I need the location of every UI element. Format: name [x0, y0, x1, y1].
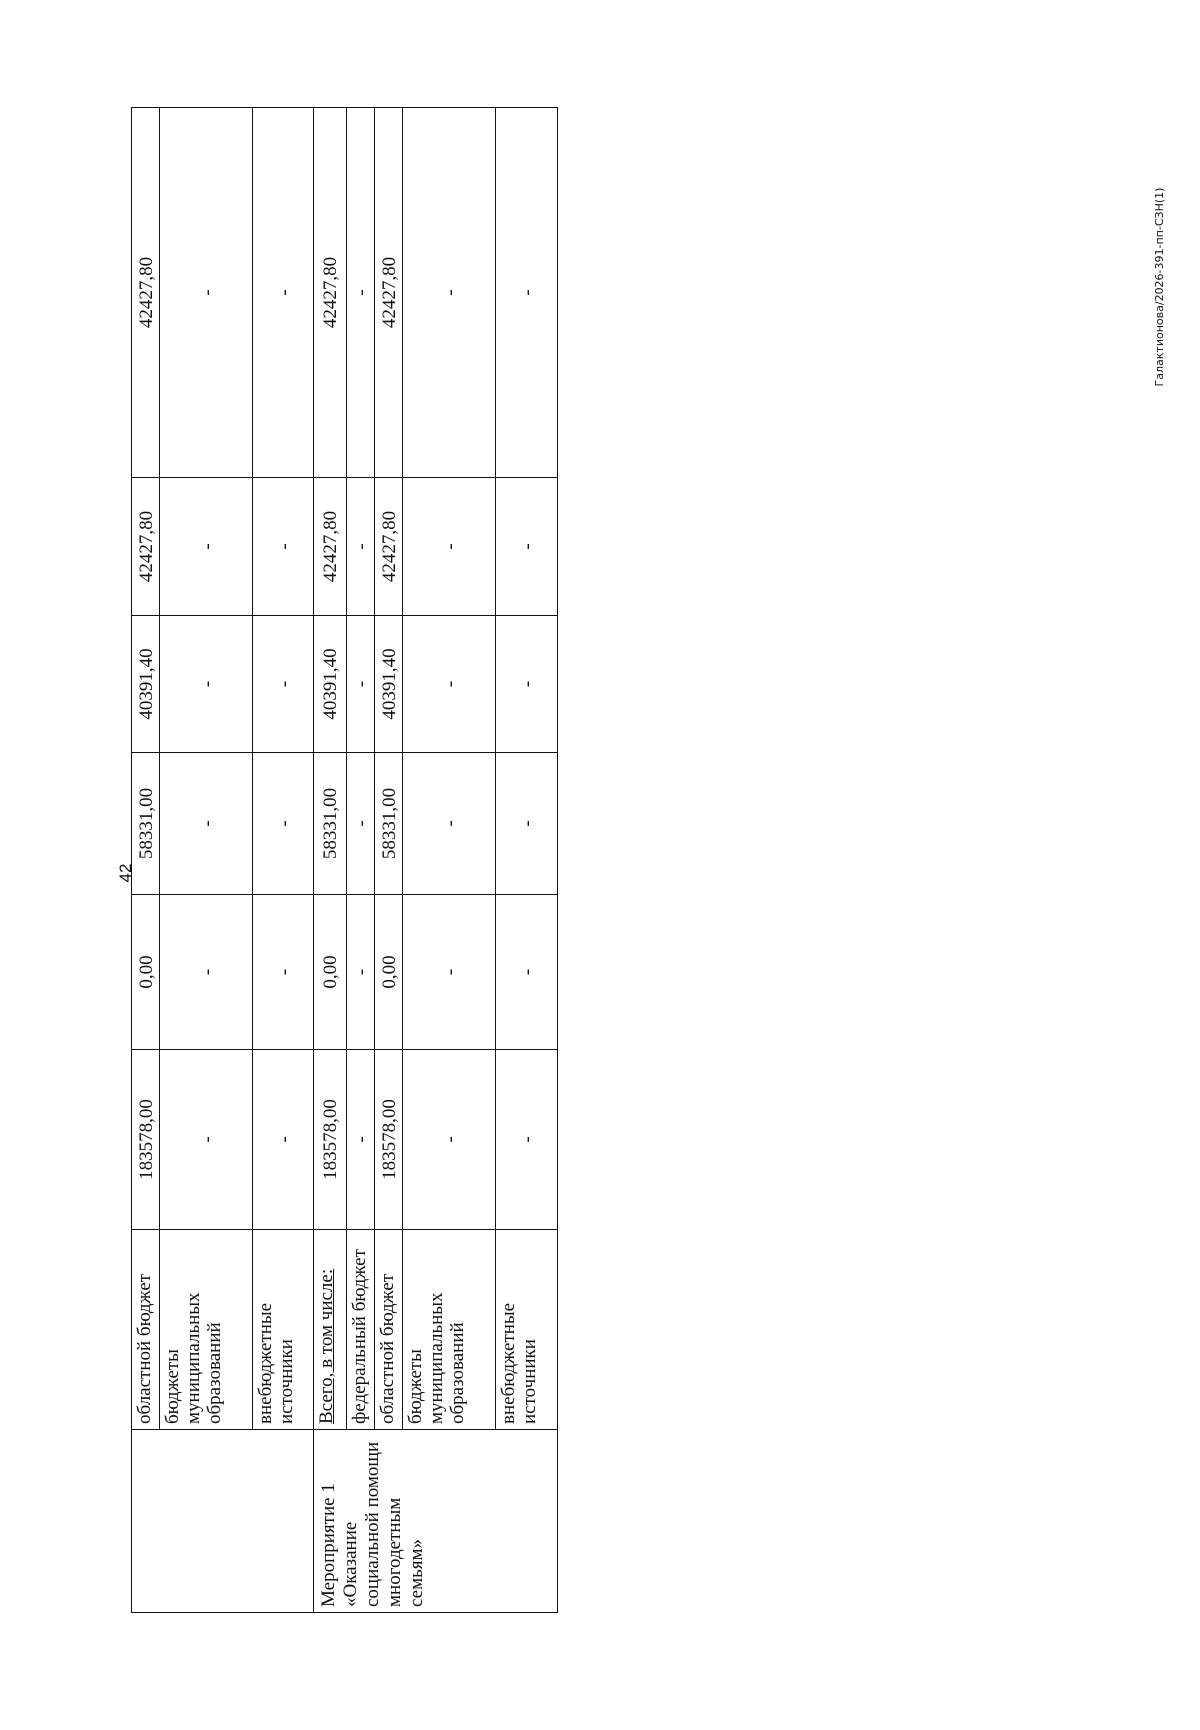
value-cell: 58331,00	[313, 752, 346, 894]
value-cell: -	[159, 894, 252, 1049]
value-cell: 40391,40	[374, 615, 402, 752]
value-cell: -	[252, 752, 313, 894]
value-cell: 42427,80	[131, 477, 159, 615]
document-code: Галактионова/2026-391-пп-СЗН(1)	[1153, 187, 1166, 387]
value-cell: 40391,40	[131, 615, 159, 752]
source-cell: Всего, в том числе:	[313, 1229, 346, 1429]
table-row	[402, 107, 495, 1612]
value-cell: -	[495, 752, 557, 894]
value-cell: 0,00	[131, 894, 159, 1049]
value-cell: -	[346, 477, 374, 615]
value-cell: 183578,00	[131, 1049, 159, 1229]
value-cell: -	[402, 752, 495, 894]
table-row	[374, 107, 402, 1612]
value-cell: 0,00	[313, 894, 346, 1049]
value-cell: -	[159, 752, 252, 894]
value-cell: 42427,80	[374, 477, 402, 615]
table-row	[346, 107, 374, 1612]
value-cell: -	[346, 107, 374, 477]
value-cell: 183578,00	[374, 1049, 402, 1229]
value-cell: -	[159, 1049, 252, 1229]
source-cell: внебюджетные источники	[495, 1229, 557, 1429]
source-cell: областной бюджет	[374, 1229, 402, 1429]
value-cell: -	[159, 615, 252, 752]
value-cell: -	[495, 477, 557, 615]
activity-label: Мероприятие 1 «Оказание социальной помощи многодетным семьям»	[313, 1429, 557, 1612]
value-cell: -	[402, 107, 495, 477]
value-cell: -	[495, 107, 557, 477]
source-cell: бюджеты муниципальных образований	[159, 1229, 252, 1429]
table-row	[159, 107, 252, 1612]
value-cell: -	[402, 477, 495, 615]
value-cell: -	[495, 1049, 557, 1229]
value-cell: -	[252, 615, 313, 752]
table-row	[252, 107, 313, 1612]
value-cell: 58331,00	[131, 752, 159, 894]
value-cell: 0,00	[374, 894, 402, 1049]
value-cell: -	[402, 894, 495, 1049]
source-cell: областной бюджет	[131, 1229, 159, 1429]
value-cell: 42427,80	[131, 107, 159, 477]
value-cell: -	[252, 107, 313, 477]
value-cell: -	[495, 615, 557, 752]
value-cell: -	[159, 477, 252, 615]
value-cell: -	[252, 894, 313, 1049]
table-row	[131, 107, 159, 1612]
value-cell: -	[346, 894, 374, 1049]
table-row	[495, 107, 557, 1612]
value-cell: 58331,00	[374, 752, 402, 894]
value-cell: -	[346, 1049, 374, 1229]
value-cell: -	[495, 894, 557, 1049]
page-number: 42	[116, 863, 135, 883]
value-cell: 42427,80	[374, 107, 402, 477]
value-cell: -	[252, 1049, 313, 1229]
table-row	[313, 107, 346, 1612]
funding-table-rotated	[131, 108, 558, 1613]
value-cell: -	[402, 1049, 495, 1229]
funding-table	[131, 107, 558, 1613]
value-cell: -	[346, 752, 374, 894]
value-cell: -	[159, 107, 252, 477]
source-cell: бюджеты муниципальных образований	[402, 1229, 495, 1429]
value-cell: -	[252, 477, 313, 615]
value-cell: -	[402, 615, 495, 752]
value-cell: 183578,00	[313, 1049, 346, 1229]
source-cell: федеральный бюджет	[346, 1229, 374, 1429]
value-cell: -	[346, 615, 374, 752]
value-cell: 40391,40	[313, 615, 346, 752]
value-cell: 42427,80	[313, 107, 346, 477]
value-cell: 42427,80	[313, 477, 346, 615]
source-cell: внебюджетные источники	[252, 1229, 313, 1429]
activity-label-empty	[131, 1429, 313, 1612]
